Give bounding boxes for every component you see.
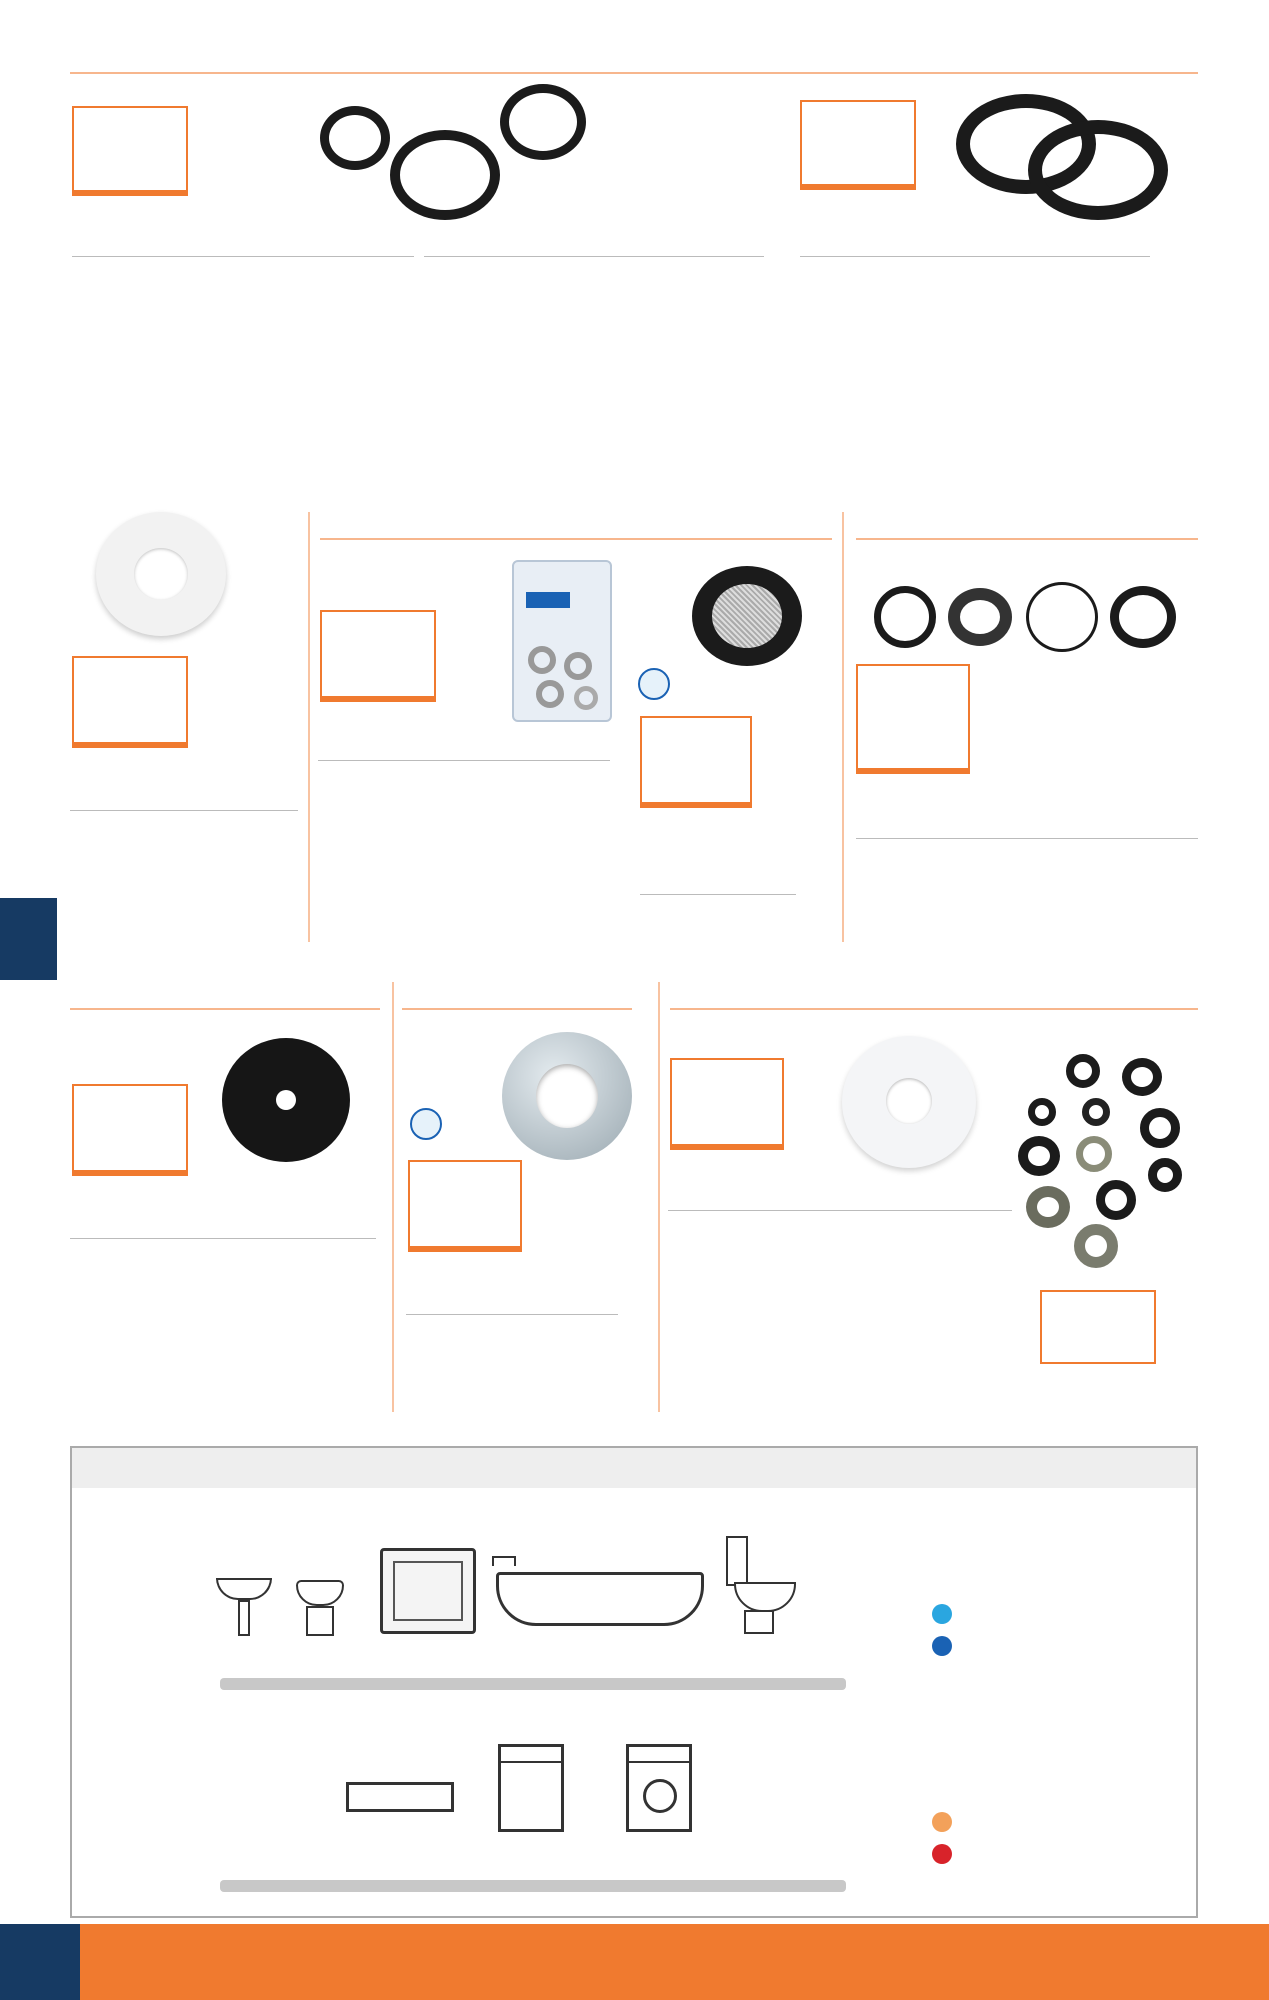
price-tag-junta-plana xyxy=(72,106,188,196)
price-tag-junta-teflon xyxy=(670,1058,784,1150)
price-tag-junta-branca xyxy=(72,656,188,748)
col-header xyxy=(640,890,692,895)
price-table-torica xyxy=(800,252,1150,257)
legend-dot-industrial xyxy=(932,1636,952,1656)
legend-dot-privado xyxy=(932,1812,952,1832)
col-header xyxy=(72,252,222,257)
col-header xyxy=(70,806,106,811)
col-header xyxy=(564,1310,618,1315)
section-rule xyxy=(670,1008,1198,1010)
price-table-conica xyxy=(856,834,1198,839)
price-table-vedante-duche xyxy=(640,890,796,895)
col-header xyxy=(701,252,764,257)
col-header xyxy=(510,1310,564,1315)
washbasin-fixture xyxy=(216,1578,272,1638)
col-header xyxy=(234,806,298,811)
diagram-heading xyxy=(72,1448,1196,1488)
section-rule xyxy=(70,72,1198,74)
faucet-icon xyxy=(492,1556,516,1566)
price-table-anilhas xyxy=(406,1310,618,1315)
price-tag-label xyxy=(802,184,914,188)
col-header xyxy=(222,252,286,257)
col-header xyxy=(170,1234,239,1239)
bidet-fixture xyxy=(292,1572,348,1638)
col-header xyxy=(1006,834,1070,839)
package-brand xyxy=(526,592,570,608)
drain-pipe xyxy=(220,1678,846,1690)
siphon-rings-image xyxy=(872,582,1192,654)
drain-pipe xyxy=(220,1880,846,1892)
diagram-top-outlets xyxy=(200,1640,860,1674)
col-header xyxy=(70,1234,170,1239)
brand-logo xyxy=(0,1924,80,2000)
col-header xyxy=(1083,252,1150,257)
price-tag-junta-conica xyxy=(856,664,970,774)
col-header xyxy=(574,252,637,257)
col-header xyxy=(692,890,744,895)
col-header xyxy=(1070,834,1134,839)
price-table-branca xyxy=(70,806,298,811)
price-table-plana xyxy=(72,252,414,257)
price-tag-label xyxy=(74,742,186,746)
price-table-torneira xyxy=(70,1234,376,1239)
col-header xyxy=(318,756,368,761)
col-header xyxy=(838,1206,896,1211)
col-header xyxy=(406,1310,456,1315)
price-tag-label xyxy=(74,190,186,194)
price-tag-label xyxy=(642,802,750,806)
shower-tray-fixture xyxy=(380,1548,476,1634)
col-header xyxy=(800,252,950,257)
col-header xyxy=(550,756,611,761)
price-tag-label xyxy=(322,696,434,700)
zinc-washer-image xyxy=(502,1032,632,1160)
col-header xyxy=(106,806,170,811)
column-divider xyxy=(308,512,310,942)
col-header xyxy=(780,1206,838,1211)
assorted-gaskets-image xyxy=(1018,1046,1208,1276)
column-divider xyxy=(658,982,660,1412)
rubber-rings-image xyxy=(310,80,590,210)
water-drop-icon xyxy=(410,1108,442,1140)
diagram-bottom-outlets xyxy=(200,1842,860,1876)
price-tag-vedante-torneira xyxy=(72,1084,188,1176)
col-header xyxy=(239,1234,308,1239)
price-tag-label xyxy=(672,1144,782,1148)
teflon-washer-image xyxy=(842,1036,976,1168)
price-table-plana-2 xyxy=(424,252,764,257)
price-table-cartao xyxy=(318,756,610,761)
col-header xyxy=(744,890,796,895)
col-header xyxy=(456,1310,510,1315)
toilet-fixture xyxy=(722,1536,802,1636)
bathtub-fixture xyxy=(496,1572,704,1626)
col-header xyxy=(950,252,1017,257)
side-tab-block xyxy=(0,898,57,980)
white-washer-image xyxy=(96,512,226,636)
price-tag-sortido xyxy=(1040,1290,1156,1364)
col-header xyxy=(954,1206,1012,1211)
column-divider xyxy=(392,982,394,1412)
dishwasher-fixture xyxy=(498,1744,564,1832)
col-header xyxy=(424,252,574,257)
column-divider xyxy=(842,512,844,942)
col-header xyxy=(668,1206,780,1211)
col-header xyxy=(350,252,414,257)
section-rule xyxy=(70,1008,380,1010)
col-header xyxy=(1017,252,1084,257)
col-header xyxy=(637,252,700,257)
klinger-package-image xyxy=(512,560,612,722)
price-tag-junta-torica xyxy=(800,100,916,190)
legend-dot-domestico xyxy=(932,1604,952,1624)
legend-dot-publico xyxy=(932,1844,952,1864)
col-header xyxy=(307,1234,376,1239)
col-header xyxy=(896,1206,954,1211)
col-header xyxy=(489,756,550,761)
section-rule xyxy=(402,1008,632,1010)
price-table-teflon xyxy=(668,1206,1012,1211)
col-header xyxy=(1134,834,1198,839)
price-tag-label xyxy=(74,1170,186,1174)
section-rule xyxy=(320,538,832,540)
o-rings-image xyxy=(950,90,1180,220)
price-tag-anilhas xyxy=(408,1160,522,1252)
col-header xyxy=(429,756,490,761)
water-drop-icon xyxy=(638,668,670,700)
price-tag-label xyxy=(410,1246,520,1250)
price-tag-vedante-duche xyxy=(640,716,752,808)
washing-machine-fixture xyxy=(626,1744,692,1832)
col-header xyxy=(856,834,1006,839)
col-header xyxy=(368,756,429,761)
section-rule xyxy=(856,538,1198,540)
price-tag-label xyxy=(858,768,968,772)
col-header xyxy=(170,806,234,811)
sink-fixture xyxy=(346,1782,454,1812)
footer-links xyxy=(84,1934,1264,1994)
col-header xyxy=(286,252,350,257)
shower-filter-gasket-image xyxy=(692,566,802,666)
price-tag-junta-cartao xyxy=(320,610,436,702)
tap-washer-image xyxy=(222,1038,350,1162)
